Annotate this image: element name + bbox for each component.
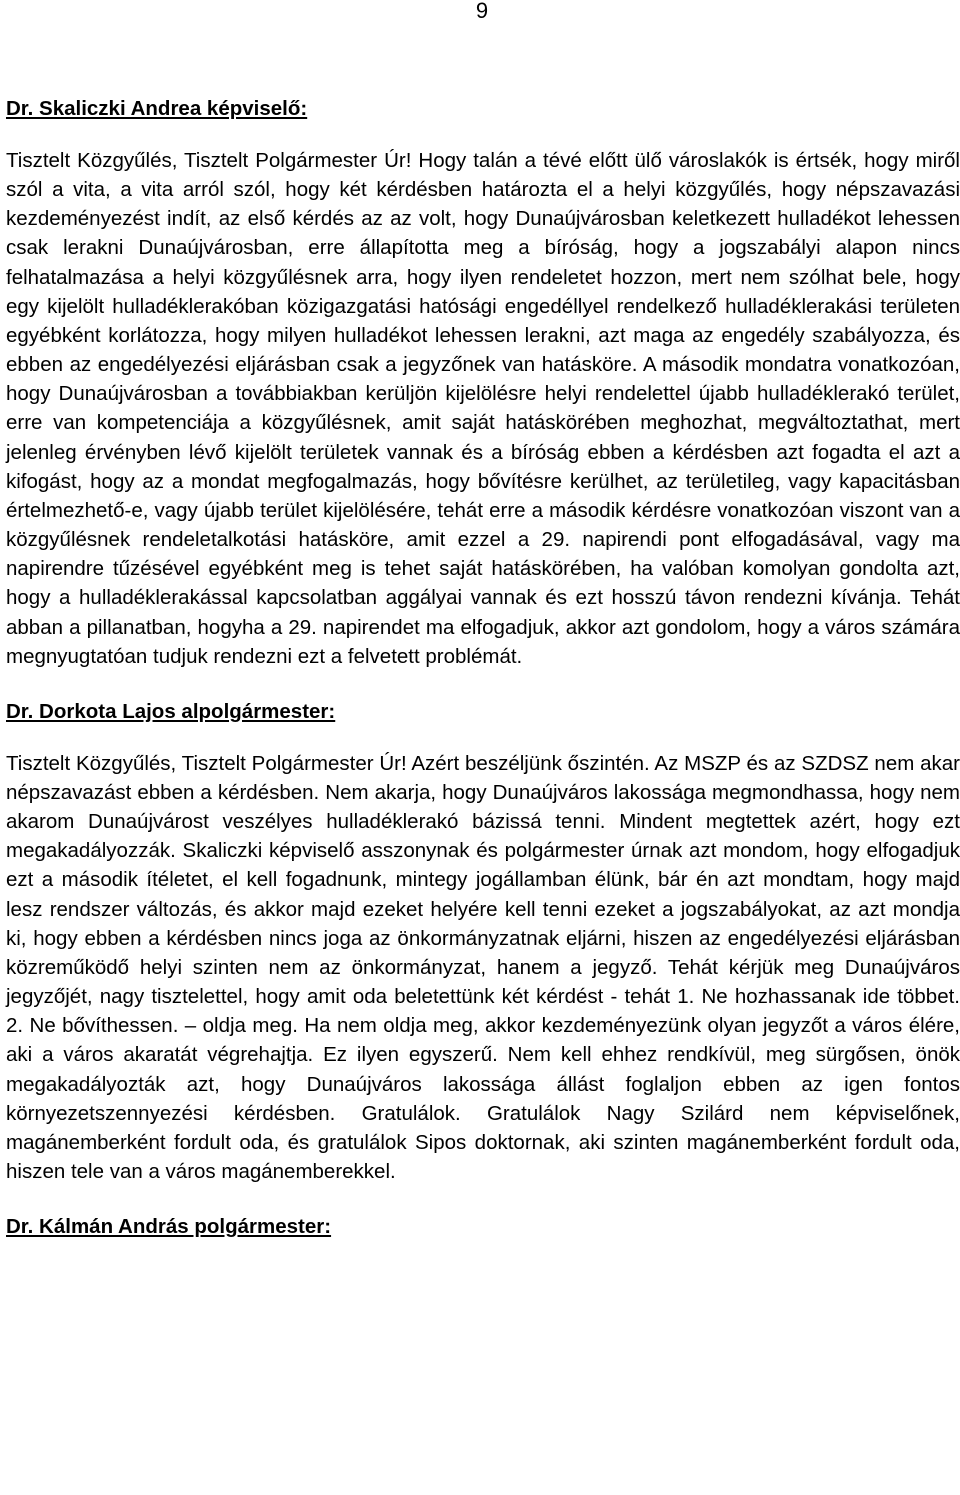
page-number: 9 bbox=[475, 0, 489, 23]
speech-paragraph: Tisztelt Közgyűlés, Tisztelt Polgármester Úr! Azért beszéljünk őszintén. Az MSZP és az SZDSZ nem akar népszavazást ebben a kérdésben. Nem akarja, hogy Dunaújváros lakossága megmondhassa, hogy nem akarom Dunaújvárost veszélyes hulladéklerakó bázissá tenni. Mindent megtettek azért, hogy ezt megakadályozzák. Skaliczki képviselő asszonynak és polgármester úrnak azt mondom, hogy elfogadjuk ezt a második ítéletet, el kell fogadnunk, mintegy jogállamban élünk, bár én azt mondtam, hogy majd lesz rendszer változás, és akkor majd ezeket helyére kell tenni ezeket a jogszabályokat, az azt mondja ki, hogy ebben a kérdésben nincs joga az önkormányzatnak eljárni, hiszen az engedélyezési eljárásban közreműködő helyi szinten nem az önkormányzat, hanem a jegyző. Tehát kérjük meg Dunaújváros jegyzőjét, nagy tisztelettel, hogy amit oda beletettünk két kérdést - tehát 1. Ne hozhassanak ide többet. 2. Ne bővíthessen. – oldja meg. Ha nem oldja meg, akkor kezdeményezünk olyan jegyzőt a város élére, aki a város akaratát végrehajtja. Ez ilyen egyszerű. Nem kell ehhez rendkívül, meg sürgősen, önök megakadályozták azt, hogy Dunaújváros lakossága állást foglaljon ebben az igen fontos környezetszennyezési kérdésben. Gratulálok. Gratulálok Nagy Szilárd nem képviselőnek, magánemberként fordult oda, és gratulálok Sipos doktornak, aki szinten magánemberként fordult oda, hiszen tele van a város magánemberekkel. bbox=[6, 751, 960, 1183]
speaker-heading: Dr. Skaliczki Andrea képviselő: bbox=[6, 97, 308, 120]
speaker-heading: Dr. Kálmán András polgármester: bbox=[6, 1215, 332, 1239]
speaker-heading: Dr. Dorkota Lajos alpolgármester: bbox=[6, 699, 336, 723]
document-body bbox=[6, 94, 960, 1241]
speech-paragraph: Tisztelt Közgyűlés, Tisztelt Polgármester Úr! Hogy talán a tévé előtt ülő városlakók is értsék, hogy miről szól a vita, a vita arról szól, hogy két kérdésben határozta el a helyi közgyűlés, hogy népszavazási kezdeményezést indít, az első kérdés az az volt, hogy Dunaújvárosban keletkezett hulladékot lehessen csak lerakni Dunaújvárosban, erre állapította meg a bíróság, hogy a jogszabályi alapon nincs felhatalmazása a helyi közgyűlésnek arra, hogy ilyen rendeletet hozzon, mert nem szólhat bele, hogy egy kijelölt hulladéklerakóban közigazgatási hatósági engedéllyel rendelkező hulladéklerakási területen egyébként korlátozza, hogy milyen hulladékot lehessen lerakni, azt maga az engedély szabályozza, és ebben az engedélyezési eljárásban csak a jegyzőnek van hatásköre. A második mondatra vonatkozóan, hogy Dunaújvárosban a továbbiakban kerüljön kijelölésre helyi rendelettel újabb hulladéklerakó terület, erre van kompetenciája a közgyűlésnek, amit saját hatáskörében meghozhat, megváltoztathat, mert jelenleg érvényben lévő kijelölt területek vannak és a bíróság ebben a kérdésben azt fogadta el azt a kifogást, hogy az a mondat megfogalmazás, hogy bővítésre kerülhet, az területileg, vagy kapacitásban értelmezhető-e, vagy újabb terület kijelölésére, tehát erre a második kérdésre vonatkozóan viszont van a közgyűlésnek rendeletalkotási hatásköre, amit ezzel a 29. napirendi pont elfogadásával, vagy ma napirendre tűzésével egyébként meg is tehet saját hatáskörében, ha valóban komolyan gondolta azt, hogy a hulladéklerakással kapcsolatban aggályai vannak és ezt hosszú távon rendezni kívánja. Tehát abban a pillanatban, hogyha a 29. napirendet ma elfogadjuk, akkor azt gondolom, hogy a város számára megnyugtatóan tudjuk rendezni ezt a felvetett problémát. bbox=[6, 149, 960, 668]
